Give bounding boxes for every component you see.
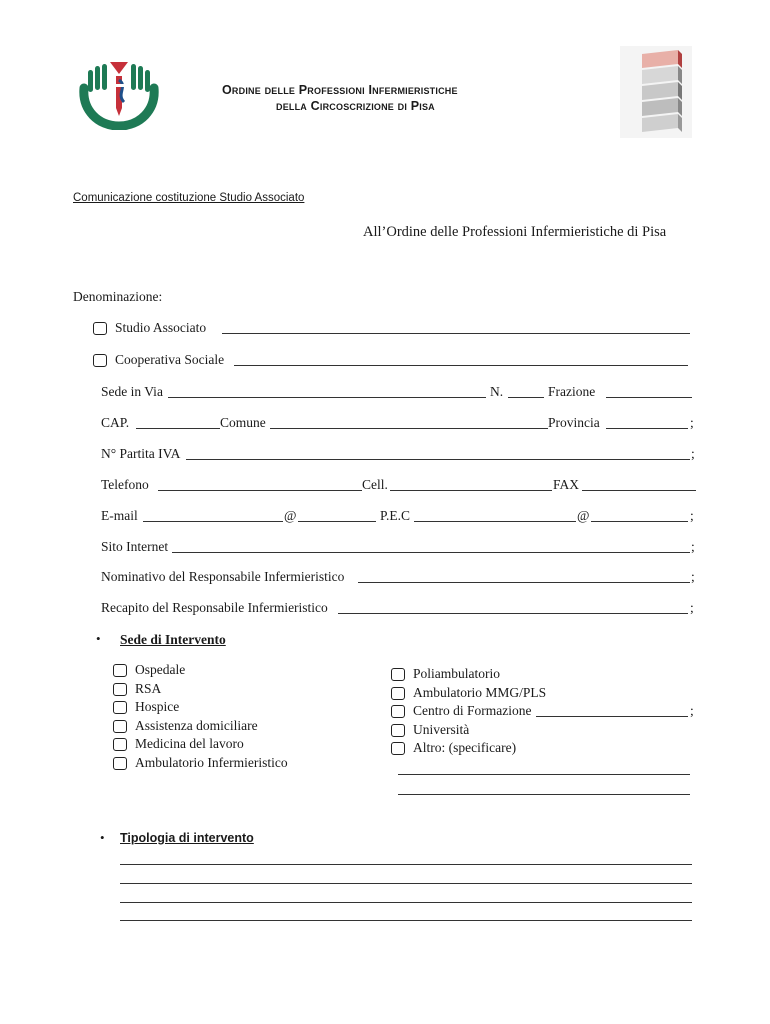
pec-domain-field[interactable] (591, 521, 688, 522)
cooperativa-sociale-checkbox[interactable] (93, 354, 107, 367)
recapito-responsabile-label: Recapito del Responsabile Infermieristico (101, 600, 328, 615)
stacked-books-emblem-icon (620, 46, 692, 138)
universit-label: Università (413, 721, 470, 737)
sede-intervento-bullet: • (96, 631, 101, 646)
studio-associato-field[interactable] (222, 333, 690, 334)
cooperativa-sociale-field[interactable] (234, 365, 688, 366)
numero-label: N. (490, 384, 504, 399)
recapito-responsabile-field[interactable] (338, 613, 688, 614)
ospedale-label: Ospedale (135, 662, 186, 677)
telefono-field[interactable] (158, 490, 362, 491)
pec-user-field[interactable] (414, 521, 576, 522)
pec-at-sign: @ (577, 508, 590, 523)
sito-semicolon: ; (691, 539, 695, 554)
email-domain-field[interactable] (298, 521, 376, 522)
tipologia-line-2[interactable] (120, 883, 692, 884)
nominativo-responsabile-field[interactable] (358, 582, 690, 583)
provincia-field[interactable] (606, 428, 688, 429)
centro-formazione-semicolon: ; (690, 703, 694, 718)
assistenza-domiciliare-checkbox[interactable] (113, 720, 127, 733)
partita-iva-semicolon: ; (691, 446, 695, 461)
ambulatorio-mmg-pls-checkbox[interactable] (391, 687, 405, 700)
cell-label: Cell. (362, 477, 388, 492)
partita-iva-label: N° Partita IVA (101, 446, 181, 461)
provincia-semicolon: ; (690, 415, 694, 430)
altro-specificare-checkbox[interactable] (391, 742, 405, 755)
medicina-del-lavoro-label: Medicina del lavoro (135, 736, 244, 752)
assistenza-domiciliare-label: Assistenza domiciliare (135, 717, 258, 733)
sede-via-field[interactable] (168, 397, 486, 398)
ospedale-checkbox[interactable] (113, 664, 127, 677)
pec-label: P.E.C (380, 508, 411, 523)
studio-associato-label: Studio Associato (115, 320, 207, 335)
frazione-field[interactable] (606, 397, 692, 398)
frazione-label: Frazione (548, 384, 596, 399)
cap-field[interactable] (136, 428, 220, 429)
ambulatorio-infermieristico-checkbox[interactable] (113, 757, 127, 770)
email-at-sign: @ (284, 508, 297, 523)
hands-cross-logo-icon (76, 58, 162, 130)
rsa-checkbox[interactable] (113, 683, 127, 696)
partita-iva-field[interactable] (186, 459, 690, 460)
cap-label: CAP. (101, 415, 130, 430)
numero-field[interactable] (508, 397, 544, 398)
nominativo-semicolon: ; (691, 569, 695, 584)
pec-semicolon: ; (690, 508, 694, 523)
denominazione-label: Denominazione: (73, 289, 163, 304)
tipologia-line-1[interactable] (120, 864, 692, 865)
universit-checkbox[interactable] (391, 724, 405, 737)
centro-formazione-field[interactable] (536, 716, 688, 717)
studio-associato-checkbox[interactable] (93, 322, 107, 335)
sito-internet-label: Sito Internet (101, 539, 169, 554)
comune-field[interactable] (270, 428, 548, 429)
recapito-semicolon: ; (690, 600, 694, 615)
comune-label: Comune (220, 415, 266, 430)
rsa-label: RSA (135, 680, 162, 696)
tipologia-line-4[interactable] (120, 920, 692, 921)
fax-field[interactable] (582, 490, 696, 491)
sede-intervento-title: Sede di Intervento (120, 632, 226, 647)
altro-specificare-label: Altro: (specificare) (413, 740, 517, 756)
tipologia-line-3[interactable] (120, 902, 692, 903)
nominativo-responsabile-label: Nominativo del Responsabile Infermieristico (101, 569, 345, 584)
poliambulatorio-label: Poliambulatorio (413, 666, 500, 681)
cell-field[interactable] (390, 490, 552, 491)
organization-title: Ordine delle Professioni Infermieristiche (222, 83, 458, 97)
poliambulatorio-checkbox[interactable] (391, 668, 405, 681)
medicina-del-lavoro-checkbox[interactable] (113, 738, 127, 751)
hospice-label: Hospice (135, 699, 180, 715)
addressee-line: All’Ordine delle Professioni Infermieristiche di Pisa (363, 224, 667, 240)
sito-internet-field[interactable] (172, 552, 690, 553)
email-label: E-mail (101, 508, 138, 523)
email-user-field[interactable] (143, 521, 283, 522)
altro-specify-line-1[interactable] (398, 774, 690, 775)
provincia-label: Provincia (548, 415, 600, 430)
hospice-checkbox[interactable] (113, 701, 127, 714)
fax-label: FAX (553, 477, 580, 492)
centro-di-formazione-checkbox[interactable] (391, 705, 405, 718)
altro-specify-line-2[interactable] (398, 794, 690, 795)
tipologia-bullet: • (100, 830, 105, 845)
centro-di-formazione-label: Centro di Formazione (413, 703, 532, 719)
sede-via-label: Sede in Via (101, 384, 163, 399)
organization-subtitle: della Circoscrizione di Pisa (276, 99, 435, 113)
document-subject: Comunicazione costituzione Studio Associato (73, 192, 305, 204)
tipologia-title: Tipologia di intervento (120, 831, 254, 845)
ambulatorio-mmg-pls-label: Ambulatorio MMG/PLS (413, 684, 547, 700)
ambulatorio-infermieristico-label: Ambulatorio Infermieristico (135, 755, 288, 770)
telefono-label: Telefono (101, 477, 149, 492)
cooperativa-sociale-label: Cooperativa Sociale (115, 352, 225, 367)
